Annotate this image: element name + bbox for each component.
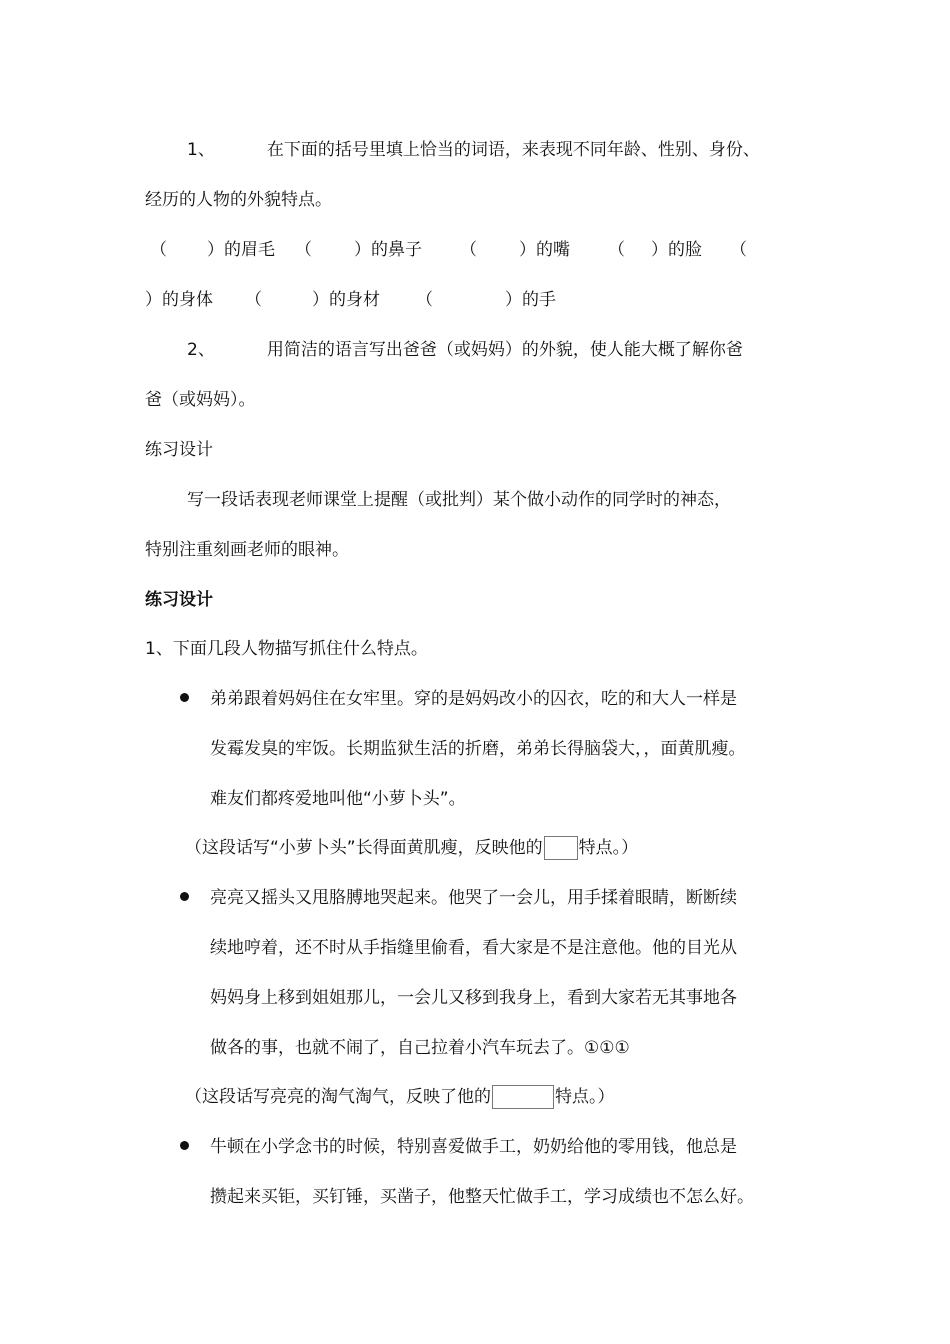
open-paren: （ bbox=[608, 240, 625, 260]
item1-line-2: 发霉发臭的牢饭。长期监狱生活的折磨，弟弟长得脑袋大，，面黄肌瘦。 bbox=[210, 739, 746, 759]
blank-figure: ）的身材 bbox=[312, 290, 380, 310]
item1-line-1: 弟弟跟着妈妈住在女牢里。穿的是妈妈改小的囚衣，吃的和大人一样是 bbox=[210, 689, 737, 709]
section1-heading: 练习设计 bbox=[145, 440, 213, 460]
answer-box[interactable] bbox=[544, 836, 578, 860]
item3-line-2: 攒起来买钜，买钉锤，买凿子，他整天忙做手工，学习成绩也不怎么好。 bbox=[210, 1187, 754, 1207]
q1-line-1 bbox=[187, 137, 760, 163]
blank-body: ）的身体 bbox=[145, 290, 213, 310]
bullet-icon bbox=[180, 693, 189, 702]
section1-text-b: 特别注重刻画老师的眼神。 bbox=[145, 540, 349, 560]
q1-text-b: 经历的人物的外貌特点。 bbox=[145, 190, 332, 210]
q1-number: 1、 bbox=[187, 140, 215, 160]
item2-line-3: 妈妈身上移到姐姐那儿，一会儿又移到我身上，看到大家若无其事地各 bbox=[210, 988, 737, 1008]
q1-text-a: 在下面的括号里填上恰当的词语，来表现不同年龄、性别、身份、 bbox=[266, 140, 760, 160]
blank-eyebrow: ）的眉毛 bbox=[207, 240, 275, 260]
open-paren: （ bbox=[245, 290, 262, 310]
section2-prompt: 1、下面几段人物描写抓住什么特点。 bbox=[145, 639, 428, 659]
section1-text-a: 写一段话表现老师课堂上提醒（或批判）某个做小动作的同学时的神态， bbox=[187, 490, 731, 510]
section2-heading: 练习设计 bbox=[145, 590, 213, 610]
note-text: （这段话写亮亮的淘气淘气，反映了他的 bbox=[185, 1087, 491, 1107]
open-paren: （ bbox=[150, 240, 167, 260]
q2-number: 2、 bbox=[187, 340, 215, 360]
item1-line-3: 难友们都疼爱地叫他“小萝卜头”。 bbox=[210, 789, 466, 809]
note-text: （这段话写“小萝卜头”长得面黄肌瘦，反映他的 bbox=[185, 838, 543, 858]
open-paren: （ bbox=[730, 240, 747, 260]
blank-nose: ）的鼻子 bbox=[354, 240, 422, 260]
note-text: 特点。） bbox=[555, 1087, 615, 1107]
open-paren: （ bbox=[295, 240, 312, 260]
item2-note bbox=[185, 1084, 615, 1110]
blank-face: ）的脸 bbox=[651, 240, 702, 260]
item2-line-2: 续地哼着，还不时从手指缝里偷看，看大家是不是注意他。他的目光从 bbox=[210, 938, 737, 958]
q2-text-b: 爸（或妈妈）。 bbox=[145, 390, 256, 410]
open-paren: （ bbox=[460, 240, 477, 260]
answer-box[interactable] bbox=[492, 1085, 554, 1109]
item2-line-1: 亮亮又摇头又甩胳膊地哭起来。他哭了一会儿，用手揉着眼睛，断断续 bbox=[210, 888, 737, 908]
blank-row-1 bbox=[150, 237, 747, 263]
item3-line-1: 牛顿在小学念书的时候，特别喜爱做手工，奶奶给他的零用钱，他总是 bbox=[210, 1137, 737, 1157]
note-text: 特点。） bbox=[578, 838, 639, 858]
q1-line-2 bbox=[145, 187, 332, 213]
bullet-icon bbox=[180, 892, 189, 901]
open-paren: （ bbox=[416, 290, 433, 310]
q2-line-2 bbox=[145, 387, 256, 413]
blank-mouth: ）的嘴 bbox=[519, 240, 570, 260]
blank-hand: ）的手 bbox=[505, 290, 556, 310]
q2-text-a: 用简洁的语言写出爸爸（或妈妈）的外貌，使人能大概了解你爸 bbox=[266, 340, 743, 360]
item1-note bbox=[185, 835, 638, 861]
q2-line-1 bbox=[187, 337, 743, 363]
bullet-icon bbox=[180, 1141, 189, 1150]
item2-line-4: 做各的事，也就不闹了，自己拉着小汽车玩去了。①①① bbox=[210, 1038, 630, 1058]
blank-row-2 bbox=[145, 287, 556, 313]
